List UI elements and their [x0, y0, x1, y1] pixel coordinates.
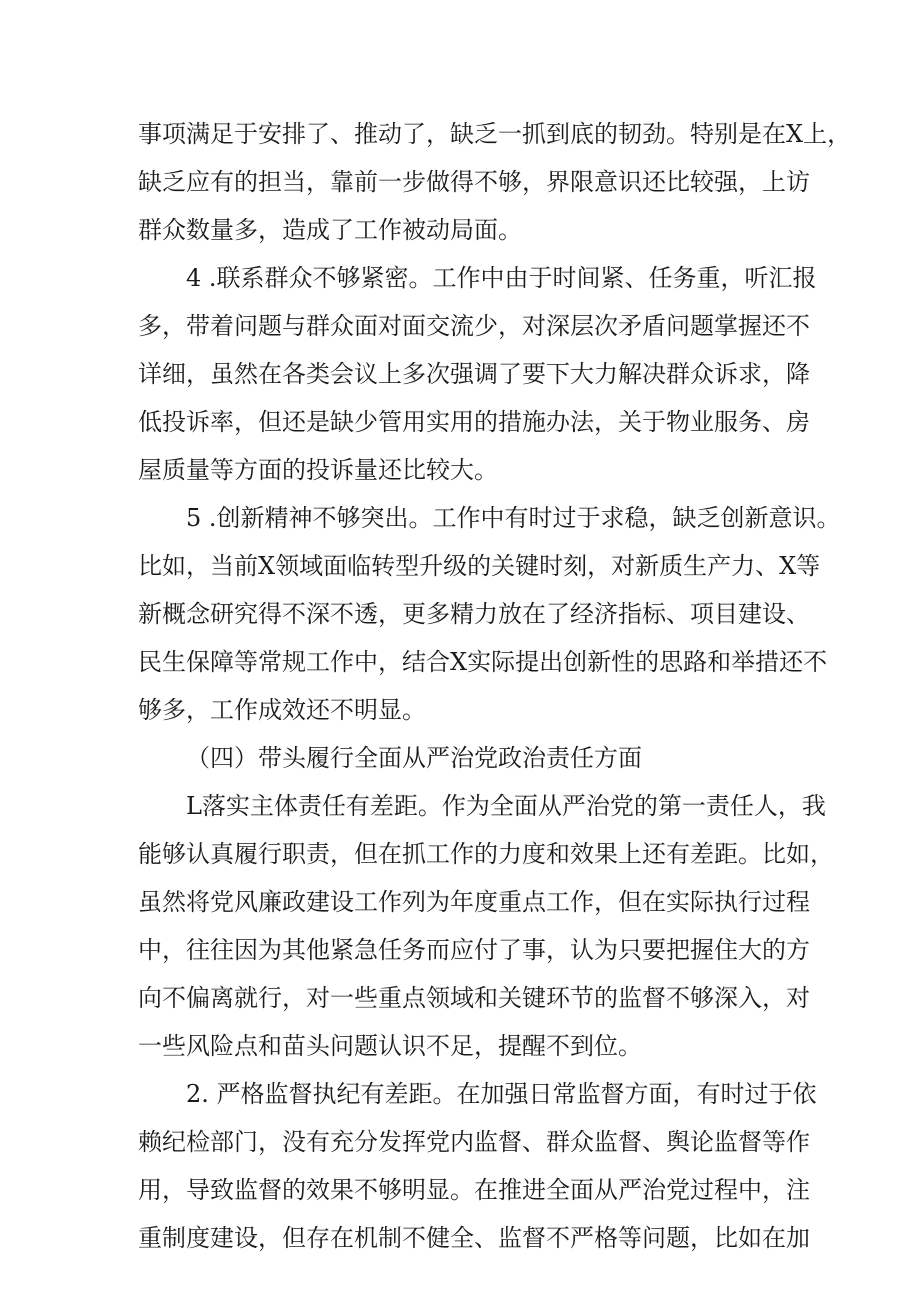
paragraph-line: 向不偏离就行，对一些重点领域和关键环节的监督不够深入，对: [138, 984, 810, 1012]
paragraph-line: 多，带着问题与群众面对面交流少，对深层次矛盾问题掌握还不: [138, 312, 810, 340]
paragraph-line: 屋质量等方面的投诉量还比较大。: [138, 456, 498, 484]
paragraph-line: 中，往往因为其他紧急任务而应付了事，认为只要把握住大的方: [138, 936, 810, 964]
paragraph-line: 够多，工作成效还不明显。: [138, 696, 426, 724]
paragraph-line: 2. 严格监督执纪有差距。在加强日常监督方面，有时过于依: [186, 1080, 817, 1108]
paragraph-line: 用，导致监督的效果不够明显。在推进全面从严治党过程中，注: [138, 1176, 810, 1204]
paragraph-line: 赖纪检部门，没有充分发挥党内监督、群众监督、舆论监督等作: [138, 1128, 810, 1156]
paragraph-line: 比如，当前X领域面临转型升级的关键时刻，对新质生产力、X等: [138, 552, 821, 580]
paragraph-line: 群众数量多，造成了工作被动局面。: [138, 216, 522, 244]
paragraph-line: 能够认真履行职责，但在抓工作的力度和效果上还有差距。比如，: [138, 840, 834, 868]
paragraph-line: L落实主体责任有差距。作为全面从严治党的第一责任人，我: [186, 792, 826, 820]
paragraph-line: 虽然将党风廉政建设工作列为年度重点工作，但在实际执行过程: [138, 888, 810, 916]
paragraph-line: 民生保障等常规工作中，结合X实际提出创新性的思路和举措还不: [138, 648, 828, 676]
paragraph-line: 缺乏应有的担当，靠前一步做得不够，界限意识还比较强，上访: [138, 168, 810, 196]
paragraph-line: 4 .联系群众不够紧密。工作中由于时间紧、任务重，听汇报: [186, 264, 817, 292]
paragraph-line: 一些风险点和苗头问题认识不足，提醒不到位。: [138, 1032, 642, 1060]
paragraph-line: 低投诉率，但还是缺少管用实用的措施办法，关于物业服务、房: [138, 408, 810, 436]
paragraph-line: 新概念研究得不深不透，更多精力放在了经济指标、项目建设、: [138, 600, 810, 628]
paragraph-line: 5 .创新精神不够突出。工作中有时过于求稳，缺乏创新意识。: [186, 504, 841, 532]
paragraph-line: 重制度建设，但存在机制不健全、监督不严格等问题，比如在加: [138, 1224, 810, 1252]
paragraph-line: 详细，虽然在各类会议上多次强调了要下大力解决群众诉求，降: [138, 360, 810, 388]
section-heading: （四）带头履行全面从严治党政治责任方面: [186, 744, 642, 772]
paragraph-line: 事项满足于安排了、推动了，缺乏一抓到底的韧劲。特别是在X上，: [138, 120, 852, 148]
